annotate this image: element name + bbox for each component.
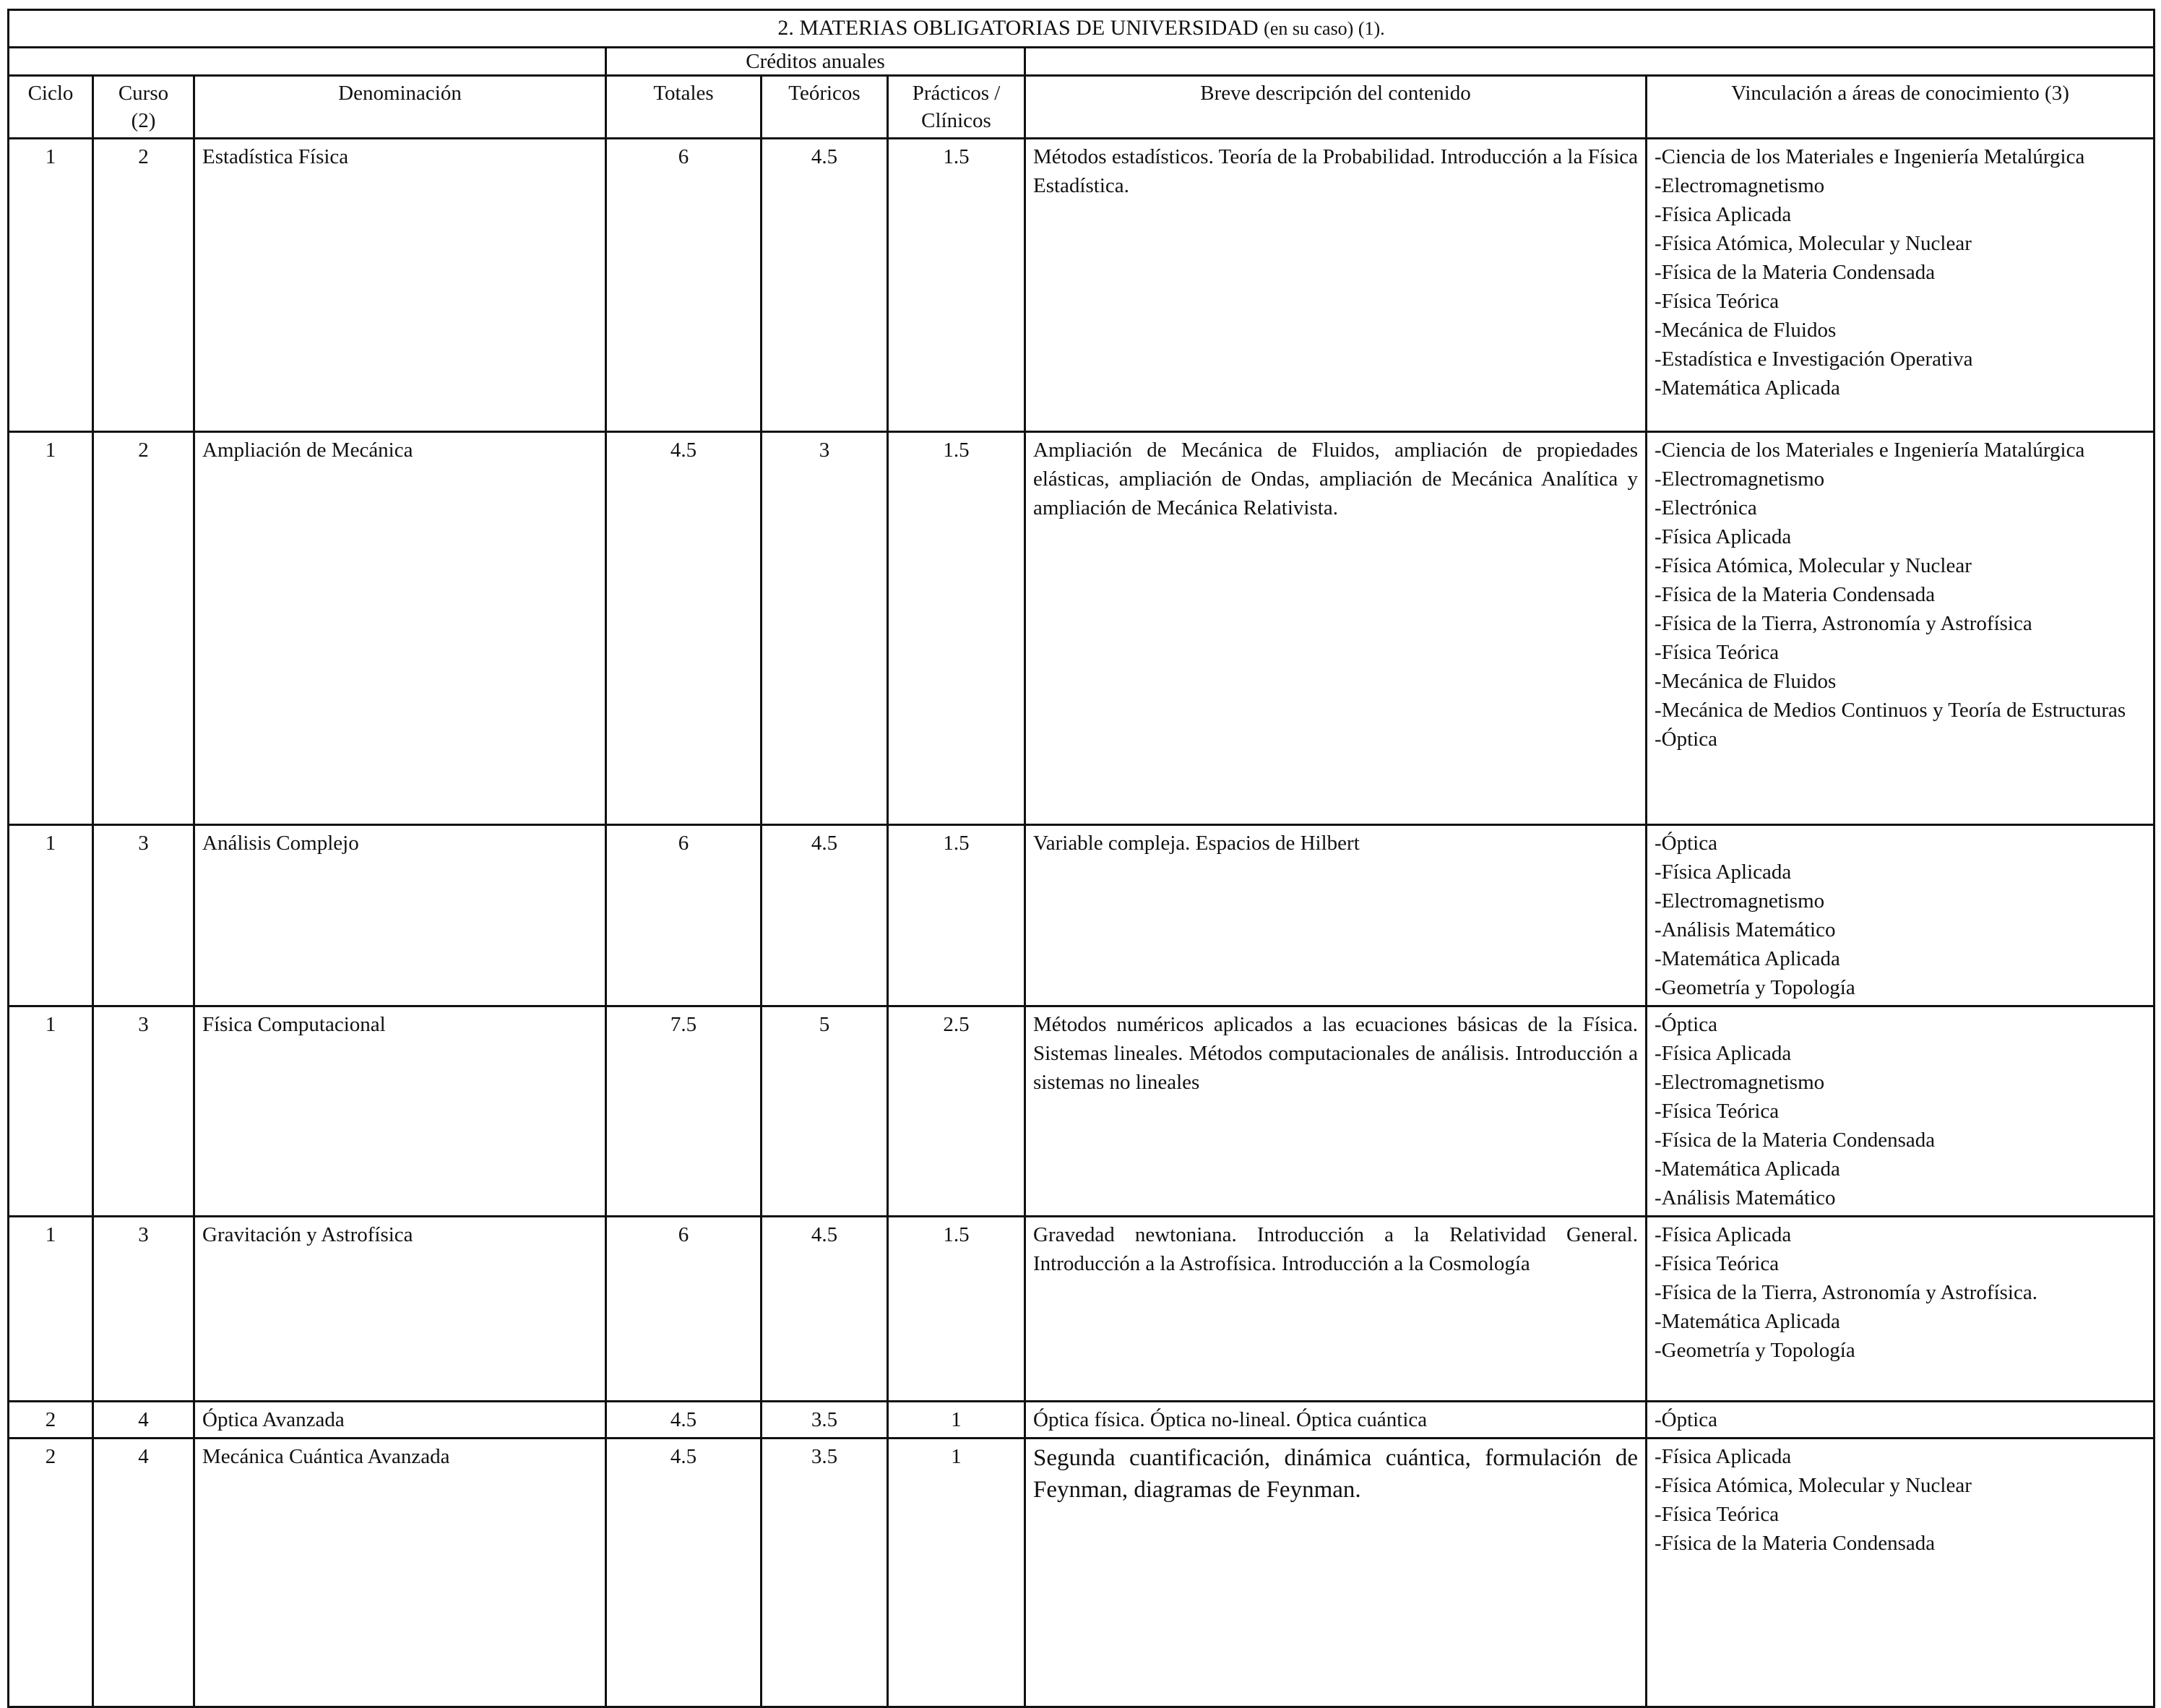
ciclo-cell: 1 [9,432,93,825]
area-item: -Física Teórica [1655,1503,1780,1526]
area-item: -Física Aplicada [1655,861,1792,884]
denominacion-cell: Óptica Avanzada [194,1402,606,1439]
area-item: -Física Atómica, Molecular y Nuclear [1655,232,1972,255]
practicos-cell: 1.5 [888,825,1025,1006]
ciclo-cell: 2 [9,1402,93,1439]
practicos-cell: 1.5 [888,432,1025,825]
header-row-1 [9,48,2154,76]
teoricos-cell: 3 [762,432,888,825]
table-row [9,1217,2154,1402]
descripcion-cell: Métodos estadísticos. Teoría de la Probabilidad. Introducción a la Física Estadística. [1025,139,1647,432]
area-item: -Electrónica [1655,496,1757,519]
ciclo-cell: 1 [9,139,93,432]
header-practicos [888,76,1025,139]
area-item: -Óptica [1655,728,1717,751]
title-main: 2. MATERIAS OBLIGATORIAS DE UNIVERSIDAD [777,16,1259,40]
area-item: -Física de la Materia Condensada [1655,1532,1936,1555]
document-page [7,9,2153,1663]
ciclo-cell: 2 [9,1439,93,1707]
vinculacion-cell [1647,1439,2154,1707]
teoricos-cell: 3.5 [762,1439,888,1707]
teoricos-cell: 4.5 [762,1217,888,1402]
totales-cell: 6 [606,139,762,432]
curso-cell: 3 [93,1217,194,1402]
area-item: -Física Atómica, Molecular y Nuclear [1655,1474,1972,1497]
area-item: -Óptica [1655,832,1717,855]
area-item: -Óptica [1655,1013,1717,1036]
area-item: -Electromagnetismo [1655,467,1825,491]
area-item: -Matemática Aplicada [1655,1310,1840,1333]
area-item: -Análisis Matemático [1655,918,1836,941]
vinculacion-cell [1647,432,2154,825]
area-item: -Física Aplicada [1655,203,1792,226]
header-ciclo: Ciclo [9,76,93,139]
area-item: -Física Aplicada [1655,1042,1792,1065]
practicos-cell: 1 [888,1439,1025,1707]
area-item: -Física Aplicada [1655,1223,1792,1246]
area-item: -Física de la Materia Condensada [1655,261,1936,284]
curso-cell: 3 [93,1006,194,1217]
totales-cell: 4.5 [606,432,762,825]
area-item: -Análisis Matemático [1655,1186,1836,1209]
area-item: -Ciencia de los Materiales e Ingeniería Matalúrgica [1655,439,2085,462]
header-creditos-anuales: Créditos anuales [606,48,1025,76]
ciclo-cell: 1 [9,1217,93,1402]
denominacion-cell: Análisis Complejo [194,825,606,1006]
denominacion-cell: Física Computacional [194,1006,606,1217]
header-teoricos: Teóricos [762,76,888,139]
area-item: -Física Teórica [1655,290,1780,313]
area-item: -Física Aplicada [1655,1445,1792,1468]
header-denominacion: Denominación [194,76,606,139]
descripcion-cell: Ampliación de Mecánica de Fluidos, ampliación de propiedades elásticas, ampliación de Ondas, ampliación de Mecánica Analítica y ampliación de Mecánica Relativista. [1025,432,1647,825]
curso-cell: 4 [93,1439,194,1707]
table-title [9,10,2154,48]
area-item: -Matemática Aplicada [1655,376,1840,400]
curso-cell: 3 [93,825,194,1006]
header-practicos-line2: Clínicos [921,109,991,132]
denominacion-cell: Mecánica Cuántica Avanzada [194,1439,606,1707]
descripcion-cell: Métodos numéricos aplicados a las ecuaciones básicas de la Física. Sistemas lineales. Métodos computacionales de análisis. Introducción a sistemas no lineales [1025,1006,1647,1217]
header-vinculacion: Vinculación a áreas de conocimiento (3) [1647,76,2154,139]
curso-cell: 2 [93,139,194,432]
area-item: -Mecánica de Medios Continuos y Teoría de Estructuras [1655,699,2126,722]
header-curso-label: Curso [118,82,169,105]
denominacion-cell: Gravitación y Astrofísica [194,1217,606,1402]
area-item: -Ciencia de los Materiales e Ingeniería Metalúrgica [1655,145,2085,168]
vinculacion-cell [1647,1402,2154,1439]
curso-cell: 4 [93,1402,194,1439]
curso-cell: 2 [93,432,194,825]
header-spacer [9,48,606,76]
area-item: -Electromagnetismo [1655,174,1825,197]
totales-cell: 6 [606,825,762,1006]
area-item: -Física de la Tierra, Astronomía y Astrofísica. [1655,1281,2037,1304]
descripcion-cell: Segunda cuantificación, dinámica cuántica, formulación de Feynman, diagramas de Feynman. [1025,1439,1647,1707]
area-item: -Matemática Aplicada [1655,947,1840,970]
title-suffix: (en su caso) (1). [1264,18,1385,39]
descripcion-cell: Óptica física. Óptica no-lineal. Óptica cuántica [1025,1402,1647,1439]
area-item: -Física de la Tierra, Astronomía y Astrofísica [1655,612,2032,635]
practicos-cell: 1.5 [888,1217,1025,1402]
teoricos-cell: 5 [762,1006,888,1217]
practicos-cell: 1.5 [888,139,1025,432]
area-item: -Física Atómica, Molecular y Nuclear [1655,554,1972,577]
title-row [9,10,2154,48]
vinculacion-cell [1647,1006,2154,1217]
denominacion-cell: Estadística Física [194,139,606,432]
descripcion-cell: Variable compleja. Espacios de Hilbert [1025,825,1647,1006]
table-row [9,1439,2154,1707]
vinculacion-cell [1647,139,2154,432]
header-totales: Totales [606,76,762,139]
ciclo-cell: 1 [9,825,93,1006]
area-item: -Matemática Aplicada [1655,1157,1840,1181]
header-row-2 [9,76,2154,139]
area-item: -Física Teórica [1655,1100,1780,1123]
header-spacer-right [1025,48,2154,76]
totales-cell: 4.5 [606,1439,762,1707]
area-item: -Mecánica de Fluidos [1655,670,1837,693]
area-item: -Física Teórica [1655,1252,1780,1275]
area-item: -Mecánica de Fluidos [1655,319,1837,342]
table-row [9,1402,2154,1439]
teoricos-cell: 3.5 [762,1402,888,1439]
table-body [9,139,2154,1707]
area-item: -Física Teórica [1655,641,1780,664]
table-row [9,139,2154,432]
teoricos-cell: 4.5 [762,825,888,1006]
area-item: -Geometría y Topología [1655,976,1855,999]
area-item: -Física Aplicada [1655,525,1792,548]
ciclo-cell: 1 [9,1006,93,1217]
vinculacion-cell [1647,1217,2154,1402]
practicos-cell: 1 [888,1402,1025,1439]
table-row [9,825,2154,1006]
header-curso [93,76,194,139]
totales-cell: 4.5 [606,1402,762,1439]
denominacion-cell: Ampliación de Mecánica [194,432,606,825]
vinculacion-cell [1647,825,2154,1006]
header-practicos-line1: Prácticos / [912,82,1001,105]
header-descripcion: Breve descripción del contenido [1025,76,1647,139]
totales-cell: 7.5 [606,1006,762,1217]
header-curso-note: (2) [131,109,156,132]
descripcion-cell: Gravedad newtoniana. Introducción a la Relatividad General. Introducción a la Astrofísica. Introducción a la Cosmología [1025,1217,1647,1402]
totales-cell: 6 [606,1217,762,1402]
area-item: -Geometría y Topología [1655,1339,1855,1362]
table-row [9,1006,2154,1217]
table-row [9,432,2154,825]
area-item: -Óptica [1655,1408,1717,1431]
subjects-table [7,9,2155,1708]
area-item: -Electromagnetismo [1655,1071,1825,1094]
area-item: -Física de la Materia Condensada [1655,1129,1936,1152]
area-item: -Estadística e Investigación Operativa [1655,348,1973,371]
practicos-cell: 2.5 [888,1006,1025,1217]
teoricos-cell: 4.5 [762,139,888,432]
area-item: -Electromagnetismo [1655,889,1825,913]
area-item: -Física de la Materia Condensada [1655,583,1936,606]
